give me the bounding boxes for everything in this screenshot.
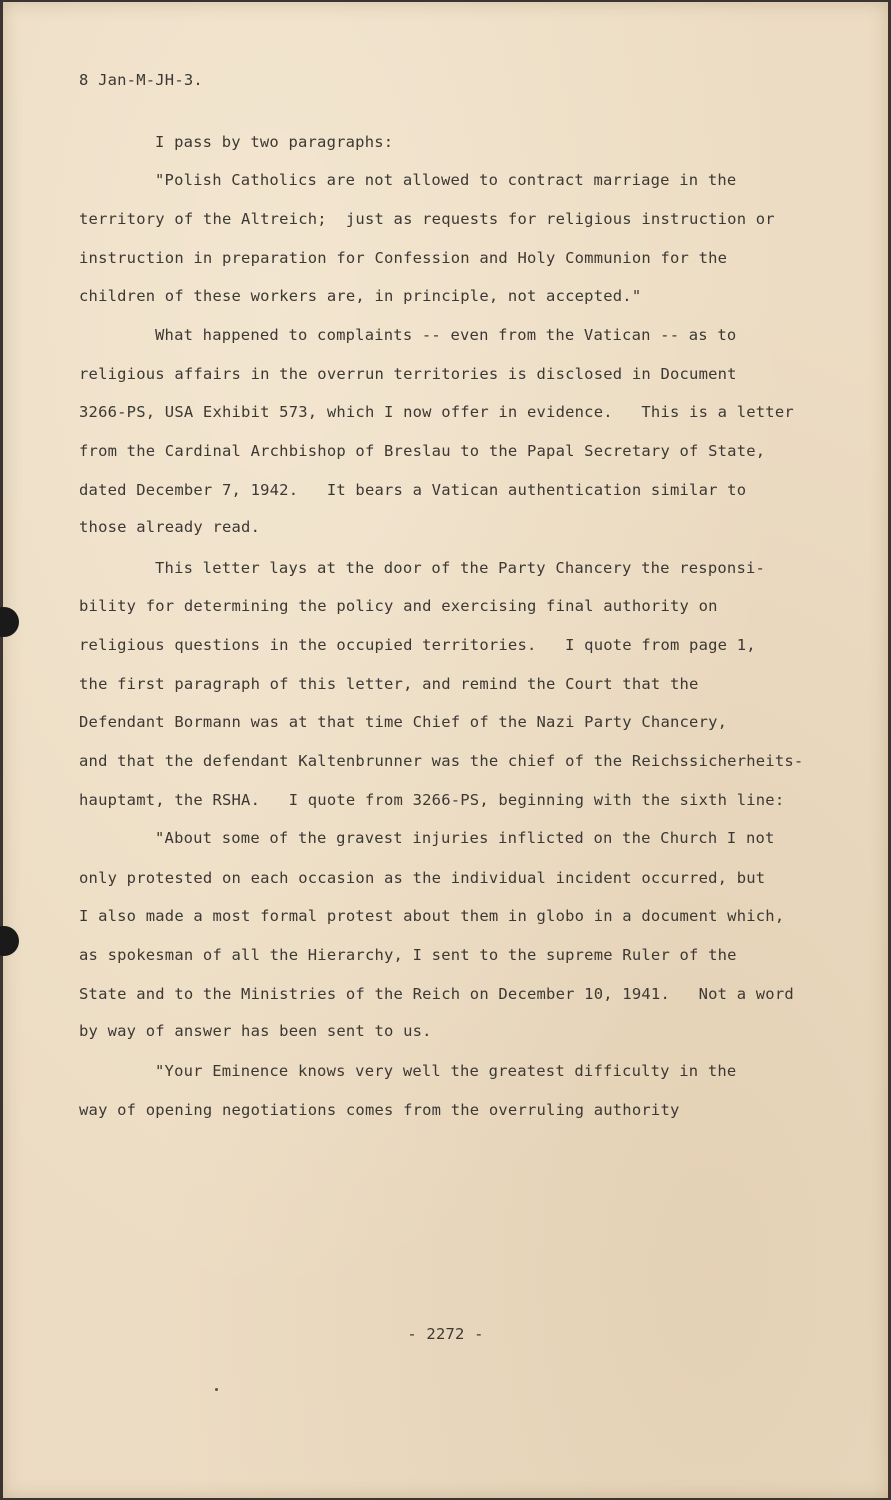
text-line: "Your Eminence knows very well the greatest difficulty in the (155, 1062, 737, 1080)
text-line: bility for determining the policy and exercising final authority on (79, 597, 718, 615)
document-page (3, 2, 888, 1498)
text-line: from the Cardinal Archbishop of Breslau to the Papal Secretary of State, (79, 442, 766, 460)
text-line: religious affairs in the overrun territories is disclosed in Document (79, 365, 737, 383)
text-line: dated December 7, 1942. It bears a Vatican authentication similar to (79, 481, 747, 499)
text-line: as spokesman of all the Hierarchy, I sent to the supreme Ruler of the (79, 946, 737, 964)
page-number: - 2272 - (407, 1325, 484, 1343)
text-line: "Polish Catholics are not allowed to contract marriage in the (155, 171, 737, 189)
text-line: hauptamt, the RSHA. I quote from 3266-PS, beginning with the sixth line: (79, 791, 785, 809)
text-line: instruction in preparation for Confession and Holy Communion for the (79, 249, 728, 267)
text-line: Defendant Bormann was at that time Chief of the Nazi Party Chancery, (79, 713, 728, 731)
text-line: the first paragraph of this letter, and remind the Court that the (79, 675, 699, 693)
text-line: and that the defendant Kaltenbrunner was the chief of the Reichssicherheits- (79, 752, 804, 770)
text-line: I also made a most formal protest about them in globo in a document which, (79, 907, 785, 925)
text-line: "About some of the gravest injuries inflicted on the Church I not (155, 829, 775, 847)
text-line: those already read. (79, 518, 261, 536)
text-line: This letter lays at the door of the Party Chancery the responsi- (155, 559, 766, 577)
text-line: way of opening negotiations comes from the overruling authority (79, 1101, 680, 1119)
text-line: State and to the Ministries of the Reich on December 10, 1941. Not a word (79, 985, 794, 1003)
paper-speck (215, 1388, 218, 1391)
text-line: territory of the Altreich; just as requests for religious instruction or (79, 210, 775, 228)
text-line: 3266-PS, USA Exhibit 573, which I now offer in evidence. This is a letter (79, 403, 794, 421)
text-line: What happened to complaints -- even from the Vatican -- as to (155, 326, 737, 344)
typed-text-body (3, 2, 888, 1498)
text-line: I pass by two paragraphs: (155, 133, 394, 151)
text-line: only protested on each occasion as the individual incident occurred, but (79, 869, 766, 887)
page-header: 8 Jan-M-JH-3. (79, 71, 203, 89)
text-line: religious questions in the occupied territories. I quote from page 1, (79, 636, 756, 654)
text-line: children of these workers are, in principle, not accepted." (79, 287, 642, 305)
text-line: by way of answer has been sent to us. (79, 1022, 432, 1040)
